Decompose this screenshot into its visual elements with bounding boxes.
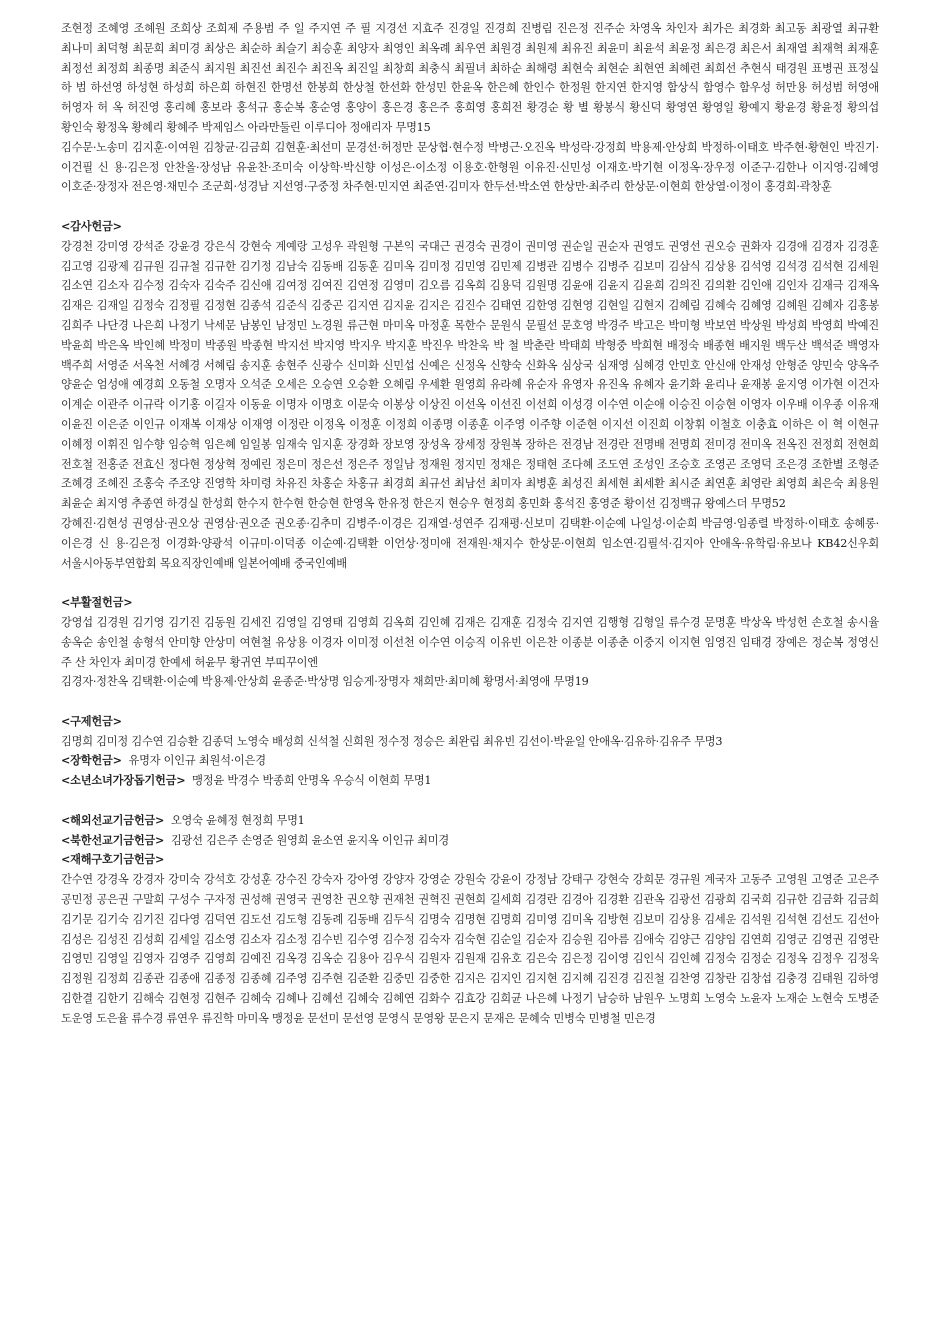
name-list-continued: 조현정 조혜영 조혜원 조희상 조희제 주용범 주 일 주지연 주 필 지경선 지효주 진경일 진경희 진병림 진은정 진주순 차영옥 차인자 최가은 최경화 최고동 최광열 최규환 최나미 최덕형 최문희 최미경 최상은 최순하 최슬기 최승훈 최양자 최영인 최옥례 최우연 최원경 최원제 최유진 최윤미 최윤석 최윤정 최은경 최은서 최재열 최재혁 최재훈 최정선 최정희 최종명 최준식 최지원 최진선 최진수 최진옥 최진일 최창희 최충식 최필녀 최하순 최해령 최현숙 최현순 최현연 최혜련 최희선 추현식 태경원 표병권 표정실 하 범 하선영 하성현 하성희 하은희 하현진 한명선 한봉희 한상철 한선화 한성민 한윤옥 한은혜 한인수 한정원 한지연 한지영 함상식 함영수 함우성 허만용 허성범 허영애 허영자 허 옥 허진영 홍리혜 홍보라 홍석규 홍순복 홍순영 홍양이 홍은경 홍은주 홍희영 홍희전 황경순 황 별 황봉식 황신덕 황영연 황영일 황예지 황윤경 황윤정 황의섭 황인숙 황정옥 황혜리 황혜주 박제임스 아라만둘린 이루디아 정애리자 무명15 — [61, 22, 879, 134]
section-spacer — [61, 692, 879, 712]
name-pairs-continued: 김수문·노송미 김지훈·이여원 김창균·김금희 김현훈·최선미 문경선·허정만 문상협·현수정 박병근·오진옥 박성락·강정희 박용제·안상희 박정하·이태호 박주현·황현인 박진기·이건필 신 용·김은정 안찬올·장성남 유윤찬·조미숙 이상학·박신향 이성은·이소정 이용호·한형원 이유진·신민성 이재호·박기현 이정옥·장우정 이준구·김한나 이지영·김혜영 이호준·장정자 전은영·채민수 조군희·성경남 지선영·구중정 차주현·민지연 최준연·김미자 한두선·박소연 한상만·최주리 한상문·이현희 한상열·이정이 홍경희·곽창훈 — [61, 140, 879, 194]
section-title-guje: <구제헌금> — [61, 713, 122, 728]
section-spacer — [61, 197, 879, 217]
section-title-buhwal: <부활절헌금> — [61, 595, 133, 610]
haeoe-line — [61, 811, 879, 831]
bukhan-name-list: 김광선 김은주 손영준 원영희 윤소연 윤지옥 이인규 최미경 — [170, 833, 450, 847]
section-title-sonyeon: <소년소녀가장돕기헌금> — [61, 773, 186, 788]
bukhan-line — [61, 831, 879, 851]
janghak-line — [61, 751, 879, 771]
haeoe-name-list: 오영숙 윤혜정 현정희 무명1 — [170, 813, 305, 827]
section-title-gamsa: <감사헌금> — [61, 218, 122, 233]
section-title-janghak: <장학헌금> — [61, 753, 122, 768]
janghak-name-list: 유명자 이인규 최원석·이은경 — [128, 754, 266, 768]
gamsa-name-pairs: 강혜진·김현성 권영삼·권오상 권영삼·권오준 권오종·김추미 김병주·이경은 김재열·성연주 김재평·신보미 김택환·이순예 나일성·이순희 박금영·임종렬 박정하·이태호 송혜롱·이은경 신 용·김은정 이경화·양광석 이규미·이덕종 이순예·김택환 이언상·정미애 전재원·채지수 한상문·이현희 임소연·김필석·김지아 안애옥·유학림·유보나 KB42신우회 서울시아동부연합회 목요직장인예배 일본어예배 중국인예배 — [61, 516, 879, 570]
section-title-bukhan: <북한선교기금헌금> — [61, 832, 165, 847]
buhwal-name-list: 강영섭 김경원 김기영 김기진 김동원 김세진 김영일 김영태 김영희 김옥희 김인혜 김재은 김재훈 김정숙 김지연 김행형 김형일 류수경 문명훈 박상옥 박성헌 손호철 송시율 송옥순 송인철 송형석 안미향 안상미 여현철 유상용 이경자 이미정 이선천 이수연 이승직 이유빈 이은찬 이종분 이종춘 이중지 이지현 임영진 임태경 장예은 정순복 정영신 주 산 차인자 최미경 한예세 허윤무 황귀연 부띠꾸이엔 — [61, 615, 879, 669]
guje-name-list: 김명희 김미정 김수연 김승환 김종덕 노영숙 배성희 신석철 신희원 정수정 정승은 최완림 최유빈 김선이·박윤일 안애옥·김유하·김유주 무명3 — [61, 734, 723, 748]
section-title-jaehae: <재해구호기금헌금> — [61, 852, 165, 867]
jaehae-name-list: 간수연 강경옥 강경자 강미숙 강석호 강성훈 강수진 강숙자 강아영 강양자 강영순 강원숙 강윤이 강정남 강태구 강현숙 강희문 경규원 계국자 고동주 고영원 고영준 고은주 공민정 공은권 구말희 구성수 구자정 권성해 권영국 권영찬 권오향 권재천 권혁진 권현희 길세희 김경란 김경아 김경환 김관옥 김광선 김광희 김국희 김규한 김금화 김금희 김기문 김기숙 김기진 김다영 김덕연 김도선 김도형 김동례 김동배 김두식 김명숙 김명현 김명희 김미영 김미옥 김방현 김보미 김상용 김세운 김석원 김석현 김선도 김선아 김성은 김성진 김성희 김세일 김소영 김소자 김소정 김수빈 김수영 김수정 김숙자 김숙현 김순일 김순자 김승원 김아름 김애숙 김양근 김양임 김연희 김영군 김영권 김영란 김영민 김영일 김영자 김영주 김영희 김예진 김옥경 김옥순 김용아 김우식 김원자 김원재 김유호 김은숙 김은정 김이영 김인식 김인혜 김정숙 김정순 김정옥 김정우 김정욱 김정원 김정희 김종관 김종애 김종정 김종혜 김주영 김주현 김준환 김중민 김중한 김지은 김지인 김지현 김지혜 김진경 김진철 김찬영 김창란 김창섭 김충경 김태원 김하영 김한결 김한기 김해숙 김현정 김현주 김혜숙 김혜나 김혜선 김혜숙 김혜연 김화수 김효강 김희균 나은혜 나정기 남승하 남원우 노명희 노영숙 노윤자 노재순 노현숙 도병준 도운영 도은율 류수경 류연우 류진학 마미옥 맹정윤 문선미 문선영 문영식 문영왕 문은지 문재은 문혜숙 민병숙 민병철 민은경 — [61, 873, 879, 1025]
sonyeon-line — [61, 771, 879, 791]
buhwal-name-pairs: 김경자·정찬옥 김택환·이순예 박용제·안상희 윤종준·박상명 임승게·장명자 채희만·최미혜 황명서·최영애 무명19 — [61, 675, 589, 689]
section-spacer — [61, 791, 879, 811]
section-spacer — [61, 573, 879, 593]
sonyeon-name-list: 맹정윤 박경수 박종희 안명옥 우승식 이현희 무명1 — [192, 774, 432, 788]
section-title-haeoe: <해외선교기금헌금> — [61, 812, 165, 827]
gamsa-name-list: 강경천 강미영 강석준 강윤경 강은식 강현숙 계예랑 고성우 곽원형 구본익 국대근 권경숙 권경이 권미영 권순일 권순자 권영도 권영선 권오승 권화자 김경애 김경자 김경훈 김고영 김광제 김규원 김규철 김규한 김기정 김남숙 김동배 김동훈 김미옥 김미정 김민영 김민제 김병관 김병수 김병주 김보미 김삼식 김상용 김석영 김석경 김석현 김세원 김소연 김소자 김수정 김숙자 김숙주 김신애 김여정 김여진 김연정 김영미 김오름 김옥희 김용덕 김원명 김윤애 김윤지 김윤희 김의진 김의환 김인애 김인자 김재극 김재옥 김재은 김재일 김정숙 김정필 김정현 김종석 김준식 김중곤 김지연 김지윤 김지은 김진수 김태연 김한영 김현영 김현일 김현지 김혜림 김혜숙 김혜영 김혜원 김혜자 김홍봉 김희주 나단경 나은희 나정기 낙세문 남봉인 남정민 노경원 류근현 마미옥 마정훈 목한수 문원식 문필선 문호영 박경주 박고은 박미형 박보연 박상원 박성희 박영희 박예진 박윤희 박은옥 박인혜 박정미 박종원 박종현 박지선 박지영 박지우 박지훈 박진우 박찬욱 박 철 박춘란 박태희 박형중 박희현 배정숙 배종현 배지원 백두산 백석준 백영자 백주희 서영준 서옥천 서혜경 서혜림 송지훈 송현주 신광수 신미화 신민섭 신예은 신정옥 신향숙 신화옥 심상국 심재영 심혜경 안민호 안신애 안재성 안형준 양민숙 양옥주 양윤순 엄성애 예경희 오동철 오명자 오석준 오세은 오승연 오승환 오혜림 우세환 원영희 유라혜 유순자 유영자 유진옥 유혜자 윤기화 윤리나 윤재봉 윤지영 이가현 이건자 이계순 이관주 이규락 이기홍 이길자 이동윤 이명자 이명호 이문숙 이봉상 이상진 이선옥 이선진 이선희 이성경 이수연 이순애 이승진 이승현 이영자 이우배 이우종 이유재 이윤진 이은준 이인규 이재복 이재상 이재영 이정란 이정옥 이정훈 이정희 이종명 이종훈 이주영 이주향 이준현 이지선 이진희 이창휘 이철호 이충효 이하은 이 혁 이현규 이혜정 이휘진 임수향 임승혁 임은혜 임일봉 임재숙 임지훈 장경화 장보영 장성옥 장세정 장원복 장하은 전경남 전경란 전명배 전명희 전미경 전미옥 전옥진 전정희 전현희 전호철 전홍준 전효신 정다현 정상혁 정예린 정은미 정은선 정은주 정일남 정재원 정지민 정채은 정태현 조다혜 조도연 조성인 조승호 조영곤 조영덕 조은경 조한별 조형준 조혜경 조혜진 조홍숙 주조양 진영학 차미령 차유진 차홍순 차홍규 최경희 최규선 최남선 최미자 최병훈 최성진 최세현 최세환 최시준 최연훈 최영란 최영희 최은숙 최용원 최윤순 최지영 추종연 하경실 한성희 한수지 한수현 한승현 한영옥 한유정 한은지 현승우 현정희 홍민화 홍석진 홍영준 황이선 김정백규 왕예스더 무명52 — [61, 239, 879, 511]
